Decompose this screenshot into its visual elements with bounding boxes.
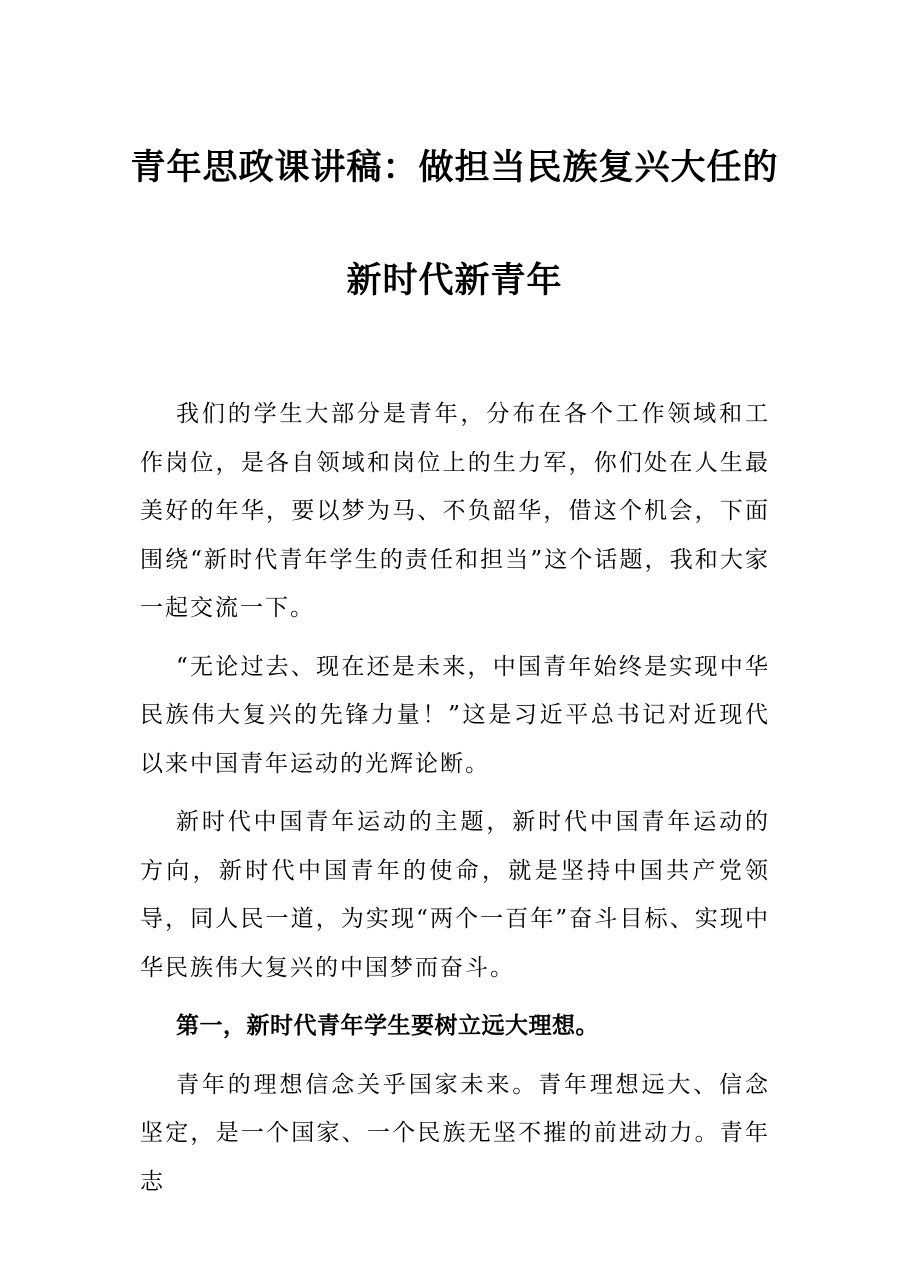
- document-body: [140, 390, 770, 1216]
- section-heading-first: 第一，新时代青年学生要树立远大理想。: [176, 1013, 599, 1039]
- document-title-line-2: 新时代新青年: [346, 261, 563, 301]
- paragraph-intro: 我们的学生大部分是青年，分布在各个工作领域和工作岗位，是各自领域和岗位上的生力军，你们处在人生最美好的年华，要以梦为马、不负韶华，借这个机会，下面围绕“新时代青年学生的责任和担当”这个话题，我和大家一起交流一下。: [140, 401, 770, 621]
- paragraph-quote: “无论过去、现在还是未来，中国青年始终是实现中华民族伟大复兴的先锋力量！”这是习近平总书记对近现代以来中国青年运动的光辉论断。: [140, 653, 770, 777]
- paragraph-ideals: 青年的理想信念关乎国家未来。青年理想远大、信念坚定，是一个国家、一个民族无坚不摧的前进动力。青年志: [140, 1071, 770, 1195]
- document-title-line-1: 青年思政课讲稿：做担当民族复兴大任的: [130, 148, 779, 188]
- paragraph-theme: 新时代中国青年运动的主题，新时代中国青年运动的方向，新时代中国青年的使命，就是坚持中国共产党领导，同人民一道，为实现“两个一百年”奋斗目标、实现中华民族伟大复兴的中国梦而奋斗。: [140, 809, 770, 981]
